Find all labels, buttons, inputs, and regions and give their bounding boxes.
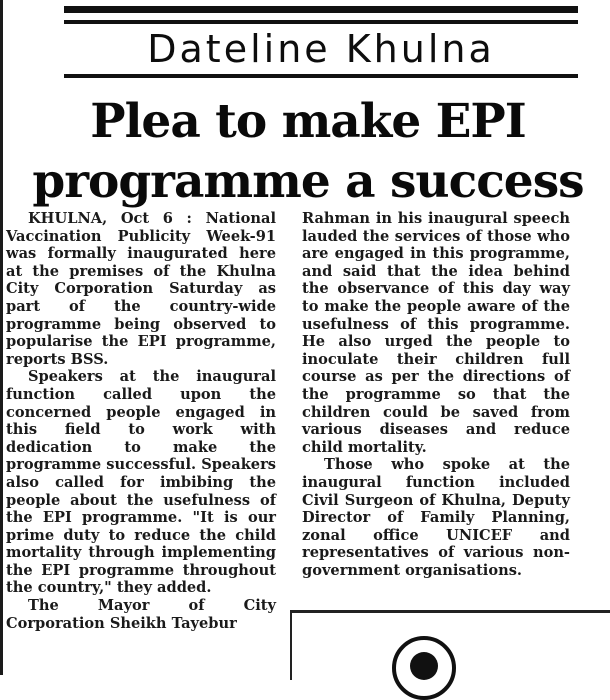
article-column-left <box>6 210 276 632</box>
headline <box>8 92 608 212</box>
article-paragraph: Rahman in his inaugural speech lauded the services of those who are engaged in this programme, and said that the idea behind the observance of this day way to make the people aware of the usefulness of this programme. He also urged the people to inoculate their children full course as per the directions of the programme so that the children could be saved from various diseases and reduce child mortality. <box>302 210 570 456</box>
headline-line-1: Plea to make EPI <box>90 94 526 149</box>
article-paragraph: The Mayor of City Corporation Sheikh Tayebur <box>6 597 276 632</box>
column-rule <box>0 0 3 675</box>
headline-line-2: programme a success <box>32 154 584 209</box>
emblem-icon <box>392 636 456 700</box>
article-paragraph: Those who spoke at the inaugural function included Civil Surgeon of Khulna, Deputy Director of Family Planning, zonal office UNICEF and representatives of various non-government organisations. <box>302 456 570 579</box>
section-banner <box>64 20 578 78</box>
article-column-right <box>302 210 570 579</box>
section-title: Dateline Khulna <box>147 27 495 71</box>
article-paragraph: Speakers at the inaugural function called upon the concerned people engaged in this field to work with dedication to make the programme successful. Speakers also called for imbibing the people about the usefulness of the EPI programme. "It is our prime duty to reduce the child mortality through implementing the EPI programme throughout the country," they added. <box>6 368 276 597</box>
banner-top-rule <box>64 6 578 13</box>
article-paragraph: KHULNA, Oct 6 : National Vaccination Publicity Week-91 was formally inaugurated here at the premises of the Khulna City Corporation Saturday as part of the country-wide programme being observed to popularise the EPI programme, reports BSS. <box>6 210 276 368</box>
